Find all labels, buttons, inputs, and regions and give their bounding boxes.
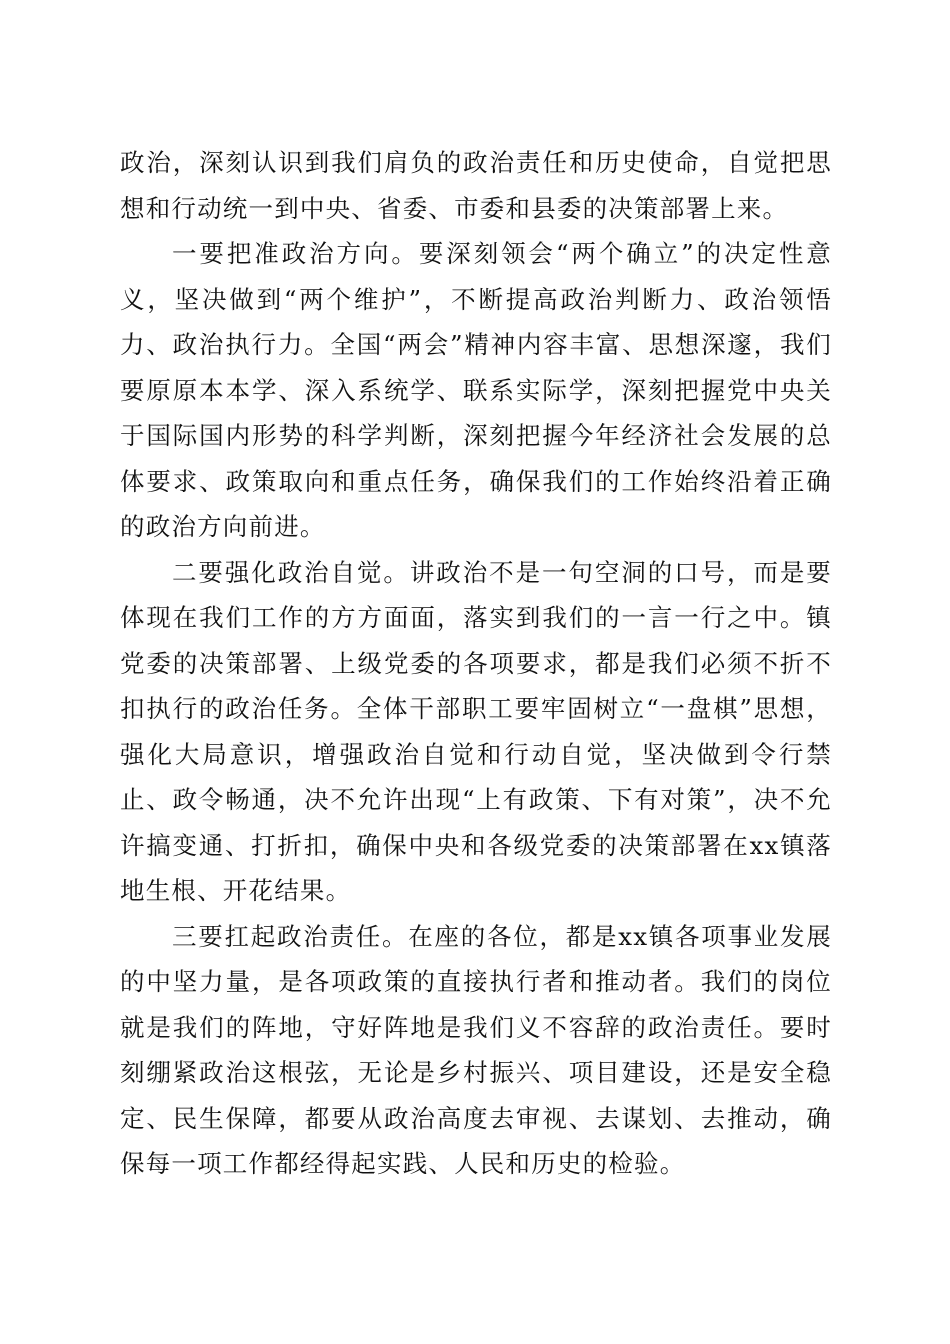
- document-body: [120, 140, 832, 1187]
- paragraph-intro: 政治，深刻认识到我们肩负的政治责任和历史使命，自觉把思想和行动统一到中央、省委、市委和县委的决策部署上来。: [120, 148, 832, 223]
- paragraph-political-responsibility: 三要扛起政治责任。在座的各位，都是xx镇各项事业发展的中坚力量，是各项政策的直接执行者和推动者。我们的岗位就是我们的阵地，守好阵地是我们义不容辞的政治责任。要时刻绷紧政治这根弦，无论是乡村振兴、项目建设，还是安全稳定、民生保障，都要从政治高度去审视、去谋划、去推动，确保每一项工作都经得起实践、人民和历史的检验。: [120, 921, 832, 1178]
- paragraph-political-direction: 一要把准政治方向。要深刻领会“两个确立”的决定性意义，坚决做到“两个维护”，不断提高政治判断力、政治领悟力、政治执行力。全国“两会”精神内容丰富、思想深邃，我们要原原本本学、深入系统学、联系实际学，深刻把握党中央关于国际国内形势的科学判断，深刻把握今年经济社会发展的总体要求、政策取向和重点任务，确保我们的工作始终沿着正确的政治方向前进。: [120, 239, 832, 541]
- paragraph-political-consciousness: 二要强化政治自觉。讲政治不是一句空洞的口号，而是要体现在我们工作的方方面面，落实到我们的一言一行之中。镇党委的决策部署、上级党委的各项要求，都是我们必须不折不扣执行的政治任务。全体干部职工要牢固树立“一盘棋”思想，强化大局意识，增强政治自觉和行动自觉，坚决做到令行禁止、政令畅通，决不允许出现“上有政策、下有对策”，决不允许搞变通、打折扣，确保中央和各级党委的决策部署在xx镇落地生根、开花结果。: [120, 557, 832, 905]
